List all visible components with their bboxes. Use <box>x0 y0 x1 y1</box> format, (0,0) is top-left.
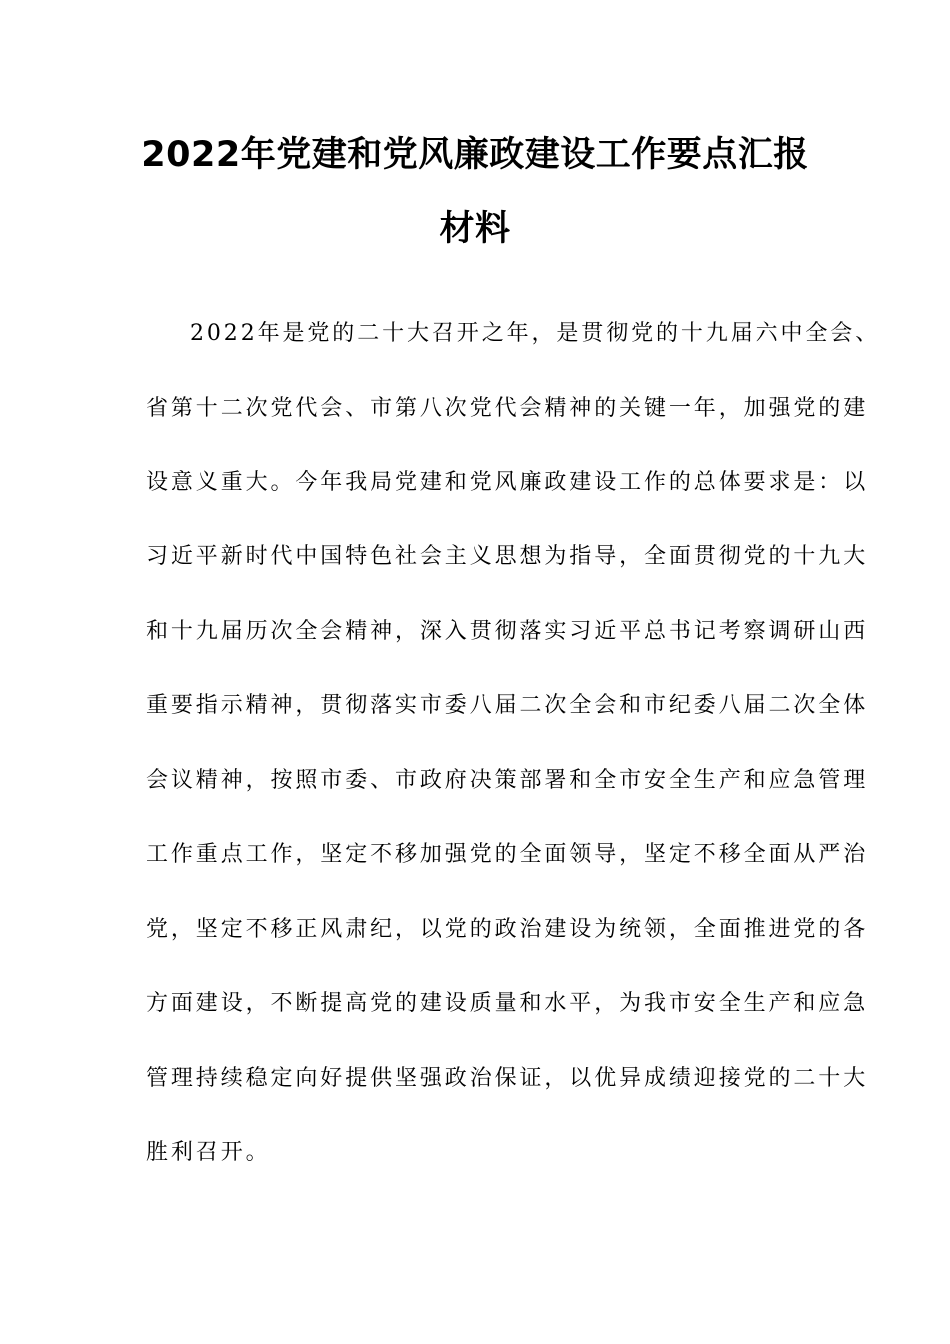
paragraph-line: 会议精神，按照市委、市政府决策部署和全市安全生产和应急管理 <box>146 768 869 793</box>
paragraph-line: 重要指示精神，贯彻落实市委八届二次全会和市纪委八届二次全体 <box>146 693 869 718</box>
document-title-line-1: 2022年党建和党风廉政建设工作要点汇报 <box>141 135 809 175</box>
paragraph-line: 省第十二次党代会、市第八次党代会精神的关键一年，加强党的建 <box>146 396 869 421</box>
paragraph-line: 工作重点工作，坚定不移加强党的全面领导，坚定不移全面从严治 <box>146 842 869 867</box>
paragraph-line: 和十九届历次全会精神，深入贯彻落实习近平总书记考察调研山西 <box>146 619 869 644</box>
paragraph-line: 设意义重大。今年我局党建和党风廉政建设工作的总体要求是：以 <box>146 470 869 495</box>
paragraph-line: 2022年是党的二十大召开之年，是贯彻党的十九届六中全会、 <box>190 321 881 346</box>
paragraph-line: 管理持续稳定向好提供坚强政治保证，以优异成绩迎接党的二十大 <box>146 1066 869 1091</box>
paragraph-line: 党，坚定不移正风肃纪，以党的政治建设为统领，全面推进党的各 <box>146 917 869 942</box>
paragraph-line: 方面建设，不断提高党的建设质量和水平，为我市安全生产和应急 <box>146 991 869 1016</box>
paragraph-line: 习近平新时代中国特色社会主义思想为指导，全面贯彻党的十九大 <box>146 544 869 569</box>
document-title-line-2: 材料 <box>439 209 511 249</box>
paragraph-line: 胜利召开。 <box>146 1140 271 1165</box>
